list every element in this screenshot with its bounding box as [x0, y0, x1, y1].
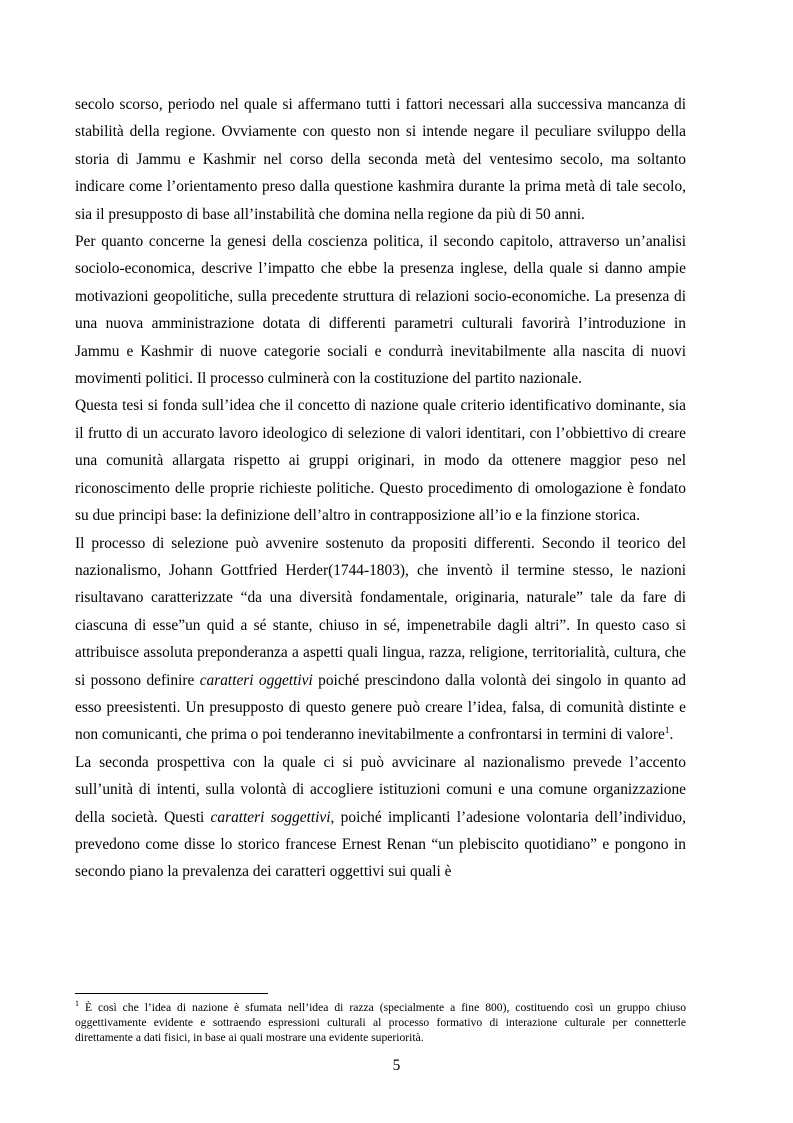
paragraph-3: Questa tesi si fonda sull’idea che il concetto di nazione quale criterio identificativo dominante, sia il frutto di un accurato lavoro ideologico di selezione di valori identitari, con l’obbiettivo di creare una comunità allargata rispetto ai gruppi originari, in modo da ottenere maggior peso nel riconoscimento delle proprie richieste politiche. Questo procedimento di omologazione è fondato su due principi base: la definizione dell’altro in contrapposizione all’io e la finzione storica.	[75, 397, 686, 525]
page-number: 5	[392, 1057, 401, 1074]
footnote-divider	[75, 993, 268, 994]
footnote-mark: 1	[75, 999, 79, 1009]
paragraph-2: Per quanto concerne la genesi della coscienza politica, il secondo capitolo, attraverso un’analisi sociolo-economica, descrive l’impatto che ebbe la presenza inglese, della quale si danno ampie motivazioni geopolitiche, sulla precedente struttura di relazioni socio-economiche. La presenza di una nuova amministrazione dotata di differenti parametri culturali favorirà l’introduzione in Jammu e Kashmir di nuove categorie sociali e condurrà inevitabilmente alla nascita di nuovi movimenti politici. Il processo culminerà con la costituzione del partito nazionale.	[75, 233, 686, 388]
body-text	[75, 91, 686, 886]
paragraph-4	[75, 530, 686, 749]
paragraph-1: secolo scorso, periodo nel quale si affermano tutti i fattori necessari alla successiva mancanza di stabilità della regione. Ovviamente con questo non si intende negare il peculiare sviluppo della storia di Jammu e Kashmir nel corso della seconda metà del ventesimo secolo, ma soltanto indicare come l’orientamento preso dalla questione kashmira durante la prima metà di tale secolo, sia il presupposto di base all’instabilità che domina nella regione da più di 50 anni.	[75, 96, 686, 223]
footnote-text: È così che l’idea di nazione è sfumata nell’idea di razza (specialmente a fine 800), costituendo così un gruppo chiuso oggettivamente evidente e sottraendo espressioni culturali al processo formativo di interazione culturale per connetterle direttamente a dati fisici, in base ai quali mostrare una evidente superiorità.	[75, 1001, 686, 1045]
italic-term-soggettivi: caratteri soggettivi	[210, 808, 331, 826]
italic-term-oggettivi: caratteri oggettivi	[199, 671, 313, 689]
paragraph-4-text-a: Il processo di selezione può avvenire sostenuto da propositi differenti. Secondo il teorico del nazionalismo, Johann Gottfried Herder(1744-1803), che inventò il termine stesso, le nazioni risultavano caratterizzate “da una diversità fondamentale, originaria, naturale” tale da fare di ciascuna di esse”un quid a sé stante, chiuso in sé, impenetrabile dagli altri”. In questo caso si attribuisce assoluta preponderanza a aspetti quali lingua, razza, religione, territorialità, cultura, che si possono definire	[75, 534, 686, 689]
paragraph-5	[75, 749, 686, 886]
paragraph-5-text-a: La seconda prospettiva con la quale ci si può avvicinare al nazionalismo prevede l’accento sull’unità di intenti, sulla volontà di accogliere istituzioni comuni e una comune organizzazione della società. Questi	[75, 753, 686, 826]
paragraph-5-text-b: , poiché implicanti l’adesione volontaria dell’individuo, prevedono come disse lo storico francese Ernest Renan “un plebiscito quotidiano” e pongono in secondo piano la prevalenza dei caratteri oggettivi sui quali è	[75, 808, 686, 881]
footnote-reference[interactable]: 1	[664, 726, 670, 737]
paragraph-4-text-c: .	[669, 726, 674, 744]
paragraph-4-text-b: poiché prescindono dalla volontà dei singolo in quanto ad esso preesistenti. Un presupposto di questo genere può creare l’idea, falsa, di comunità distinte e non comunicanti, che prima o poi tenderanno inevitabilmente a confrontarsi in termini di valore	[75, 671, 686, 744]
footnote	[75, 1000, 686, 1046]
